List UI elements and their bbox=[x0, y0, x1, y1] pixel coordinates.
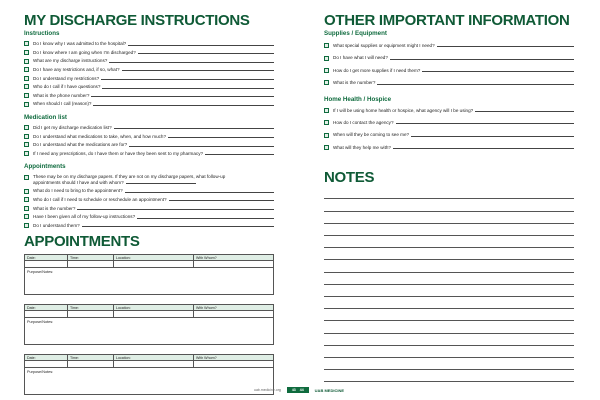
brand-logo-text: UAB MEDICINE bbox=[314, 387, 345, 393]
checkbox[interactable] bbox=[24, 102, 29, 107]
date-field[interactable] bbox=[25, 261, 68, 267]
instructions-heading: Instructions bbox=[24, 30, 60, 37]
appointment-card bbox=[24, 304, 274, 345]
checklist-item[interactable]: If I need any prescriptions, do I have them or have they been sent to my pharmacy? bbox=[24, 151, 274, 156]
answer-line[interactable] bbox=[377, 84, 574, 85]
medication-list bbox=[24, 125, 274, 156]
answer-line[interactable] bbox=[114, 128, 274, 129]
checkbox[interactable] bbox=[24, 93, 29, 98]
right-column bbox=[324, 13, 574, 382]
with-whom-field[interactable] bbox=[194, 361, 273, 367]
note-line[interactable] bbox=[324, 212, 574, 224]
checkbox[interactable] bbox=[324, 108, 329, 113]
checklist-item[interactable]: How do I contact the agency? bbox=[324, 120, 574, 125]
home-health-list bbox=[324, 108, 574, 151]
other-info-title: OTHER IMPORTANT INFORMATION bbox=[324, 12, 570, 29]
answer-line[interactable] bbox=[77, 209, 274, 210]
checkbox[interactable] bbox=[24, 76, 29, 81]
answer-line[interactable] bbox=[422, 71, 574, 72]
answer-line[interactable] bbox=[129, 146, 274, 147]
note-line[interactable] bbox=[324, 297, 574, 309]
checklist-item[interactable]: These may be on my discharge papers. If they are not on my discharge papers, what follow-up appointments should I have and with whom? bbox=[24, 174, 274, 185]
notes-area[interactable] bbox=[324, 187, 574, 382]
note-line[interactable] bbox=[324, 358, 574, 370]
with-whom-field[interactable] bbox=[194, 261, 273, 267]
checklist-item[interactable]: Did I get my discharge medication list? bbox=[24, 125, 274, 130]
note-line[interactable] bbox=[324, 248, 574, 260]
location-label: Location: bbox=[114, 255, 194, 260]
discharge-instructions-title: MY DISCHARGE INSTRUCTIONS bbox=[24, 12, 250, 29]
note-line[interactable] bbox=[324, 370, 574, 382]
instructions-list bbox=[24, 41, 274, 107]
location-label: Location: bbox=[114, 355, 194, 360]
checkbox[interactable] bbox=[24, 175, 29, 180]
page-number-right: 44 bbox=[299, 388, 304, 392]
checklist-item[interactable]: How do I get more supplies if I need them? bbox=[324, 68, 574, 73]
medication-heading: Medication list bbox=[24, 113, 67, 121]
time-label: Time: bbox=[68, 255, 114, 260]
page-footer bbox=[254, 386, 344, 394]
appointments-heading: Appointments bbox=[24, 163, 66, 171]
with-whom-label: With Whom? bbox=[196, 356, 217, 361]
time-field[interactable] bbox=[68, 361, 114, 367]
purpose-notes-field[interactable]: Purpose/Notes: bbox=[27, 270, 54, 275]
supplies-list bbox=[324, 43, 574, 86]
note-line[interactable] bbox=[324, 273, 574, 285]
with-whom-label: With Whom? bbox=[196, 256, 217, 261]
with-whom-label: With Whom? bbox=[196, 306, 217, 311]
location-field[interactable] bbox=[114, 311, 194, 317]
checklist-item[interactable]: If I will be using home health or hospice, what agency will I be using? bbox=[324, 108, 574, 113]
note-line[interactable] bbox=[324, 260, 574, 272]
time-field[interactable] bbox=[68, 261, 114, 267]
location-field[interactable] bbox=[114, 261, 194, 267]
answer-line[interactable] bbox=[82, 226, 274, 227]
checkbox[interactable] bbox=[24, 125, 29, 130]
checkbox[interactable] bbox=[24, 197, 29, 202]
checkbox[interactable] bbox=[324, 56, 329, 61]
answer-line[interactable] bbox=[109, 62, 274, 63]
appointment-card bbox=[24, 254, 274, 295]
answer-line[interactable] bbox=[93, 105, 274, 106]
checkbox[interactable] bbox=[24, 189, 29, 194]
checkbox[interactable] bbox=[24, 67, 29, 72]
appointment-card bbox=[24, 354, 274, 395]
checkbox[interactable] bbox=[24, 59, 29, 64]
checkbox[interactable] bbox=[324, 68, 329, 73]
note-line[interactable] bbox=[324, 236, 574, 248]
answer-line[interactable] bbox=[126, 183, 196, 184]
checkbox[interactable] bbox=[24, 142, 29, 147]
footer-url: uab.medicine.org bbox=[254, 388, 281, 392]
note-line[interactable] bbox=[324, 224, 574, 236]
checklist-item[interactable]: When will they be coming to see me? bbox=[324, 132, 574, 137]
purpose-notes-field[interactable]: Purpose/Notes: bbox=[27, 370, 54, 375]
checklist-item[interactable]: What is the phone number? bbox=[24, 93, 274, 98]
supplies-heading: Supplies / Equipment bbox=[324, 30, 387, 37]
answer-line[interactable] bbox=[137, 218, 274, 219]
time-field[interactable] bbox=[68, 311, 114, 317]
appointment-values-row bbox=[25, 361, 273, 368]
checkbox[interactable] bbox=[324, 43, 329, 48]
checkbox[interactable] bbox=[24, 134, 29, 139]
checklist-item[interactable]: What are my discharge instructions? bbox=[24, 58, 274, 63]
time-label: Time: bbox=[68, 355, 114, 360]
checklist-item[interactable]: Do I know where I am going when I'm discharged? bbox=[24, 50, 274, 55]
answer-line[interactable] bbox=[437, 46, 574, 47]
note-line[interactable] bbox=[324, 346, 574, 358]
answer-line[interactable] bbox=[168, 137, 274, 138]
checklist-item[interactable]: What special supplies or equipment might I need? bbox=[324, 43, 574, 48]
checklist-item[interactable]: Do I have any restrictions and, if so, what? bbox=[24, 67, 274, 72]
answer-line[interactable] bbox=[205, 154, 274, 155]
checkbox[interactable] bbox=[324, 145, 329, 150]
checklist-item[interactable]: What will they help me with? bbox=[324, 145, 574, 150]
checkbox[interactable] bbox=[24, 151, 29, 156]
home-health-heading: Home Health / Hospice bbox=[324, 95, 392, 103]
date-field[interactable] bbox=[25, 311, 68, 317]
checklist-item[interactable]: Who do I call if I need to schedule or reschedule an appointment? bbox=[24, 197, 274, 202]
page-numbers bbox=[287, 387, 309, 393]
location-field[interactable] bbox=[114, 361, 194, 367]
with-whom-field[interactable] bbox=[194, 311, 273, 317]
checklist-item[interactable]: Who do I call if I have questions? bbox=[24, 84, 274, 89]
answer-line[interactable] bbox=[411, 136, 574, 137]
checklist-item[interactable]: Do I understand my restrictions? bbox=[24, 76, 274, 81]
answer-line[interactable] bbox=[122, 70, 274, 71]
checklist-item[interactable]: When should I call (reason)? bbox=[24, 101, 274, 106]
note-line[interactable] bbox=[324, 309, 574, 321]
checkbox[interactable] bbox=[24, 223, 29, 228]
checklist-item[interactable]: Do I know why I was admitted to the hospital? bbox=[24, 41, 274, 46]
time-label: Time: bbox=[68, 305, 114, 310]
checkbox[interactable] bbox=[24, 84, 29, 89]
appointment-values-row bbox=[25, 311, 273, 318]
appointment-values-row bbox=[25, 261, 273, 268]
checklist-item[interactable]: What is the number? bbox=[324, 80, 574, 85]
appointments-list bbox=[24, 174, 274, 228]
answer-line[interactable] bbox=[393, 148, 574, 149]
answer-line[interactable] bbox=[396, 123, 574, 124]
checklist-item[interactable]: Do I understand what the medications are for? bbox=[24, 142, 274, 147]
checkbox[interactable] bbox=[324, 120, 329, 125]
notes-title: NOTES bbox=[324, 169, 375, 187]
checkbox[interactable] bbox=[24, 50, 29, 55]
checkbox[interactable] bbox=[324, 80, 329, 85]
appointments-title: APPOINTMENTS bbox=[24, 233, 140, 251]
location-label: Location: bbox=[114, 305, 194, 310]
checklist-item[interactable]: Do I understand them? bbox=[24, 223, 274, 228]
answer-line[interactable] bbox=[91, 96, 274, 97]
checklist-item[interactable]: What do I need to bring to the appointment? bbox=[24, 188, 274, 193]
purpose-notes-field[interactable]: Purpose/Notes: bbox=[27, 320, 54, 325]
answer-line[interactable] bbox=[169, 200, 274, 201]
note-line[interactable] bbox=[324, 321, 574, 333]
answer-line[interactable] bbox=[138, 53, 274, 54]
checklist-item[interactable]: Have I been given all of my follow-up instructions? bbox=[24, 214, 274, 219]
left-column bbox=[24, 13, 274, 395]
answer-line[interactable] bbox=[475, 111, 574, 112]
checklist-item[interactable]: Do I have what I will need? bbox=[324, 55, 574, 60]
answer-line[interactable] bbox=[102, 88, 274, 89]
checkbox[interactable] bbox=[24, 214, 29, 219]
answer-line[interactable] bbox=[125, 192, 274, 193]
date-label: Date: bbox=[25, 255, 68, 260]
note-line[interactable] bbox=[324, 285, 574, 297]
note-line[interactable] bbox=[324, 334, 574, 346]
date-field[interactable] bbox=[25, 361, 68, 367]
note-line[interactable] bbox=[324, 187, 574, 199]
checklist-item[interactable]: Do I understand what medications to take, when, and how much? bbox=[24, 134, 274, 139]
checkbox[interactable] bbox=[24, 41, 29, 46]
answer-line[interactable] bbox=[128, 45, 274, 46]
checkbox[interactable] bbox=[24, 206, 29, 211]
answer-line[interactable] bbox=[101, 79, 274, 80]
answer-line[interactable] bbox=[390, 59, 574, 60]
date-label: Date: bbox=[25, 355, 68, 360]
checkbox[interactable] bbox=[324, 133, 329, 138]
date-label: Date: bbox=[25, 305, 68, 310]
page-number-left: 43 bbox=[291, 388, 296, 392]
checklist-item[interactable]: What is the number? bbox=[24, 206, 274, 211]
note-line[interactable] bbox=[324, 199, 574, 211]
